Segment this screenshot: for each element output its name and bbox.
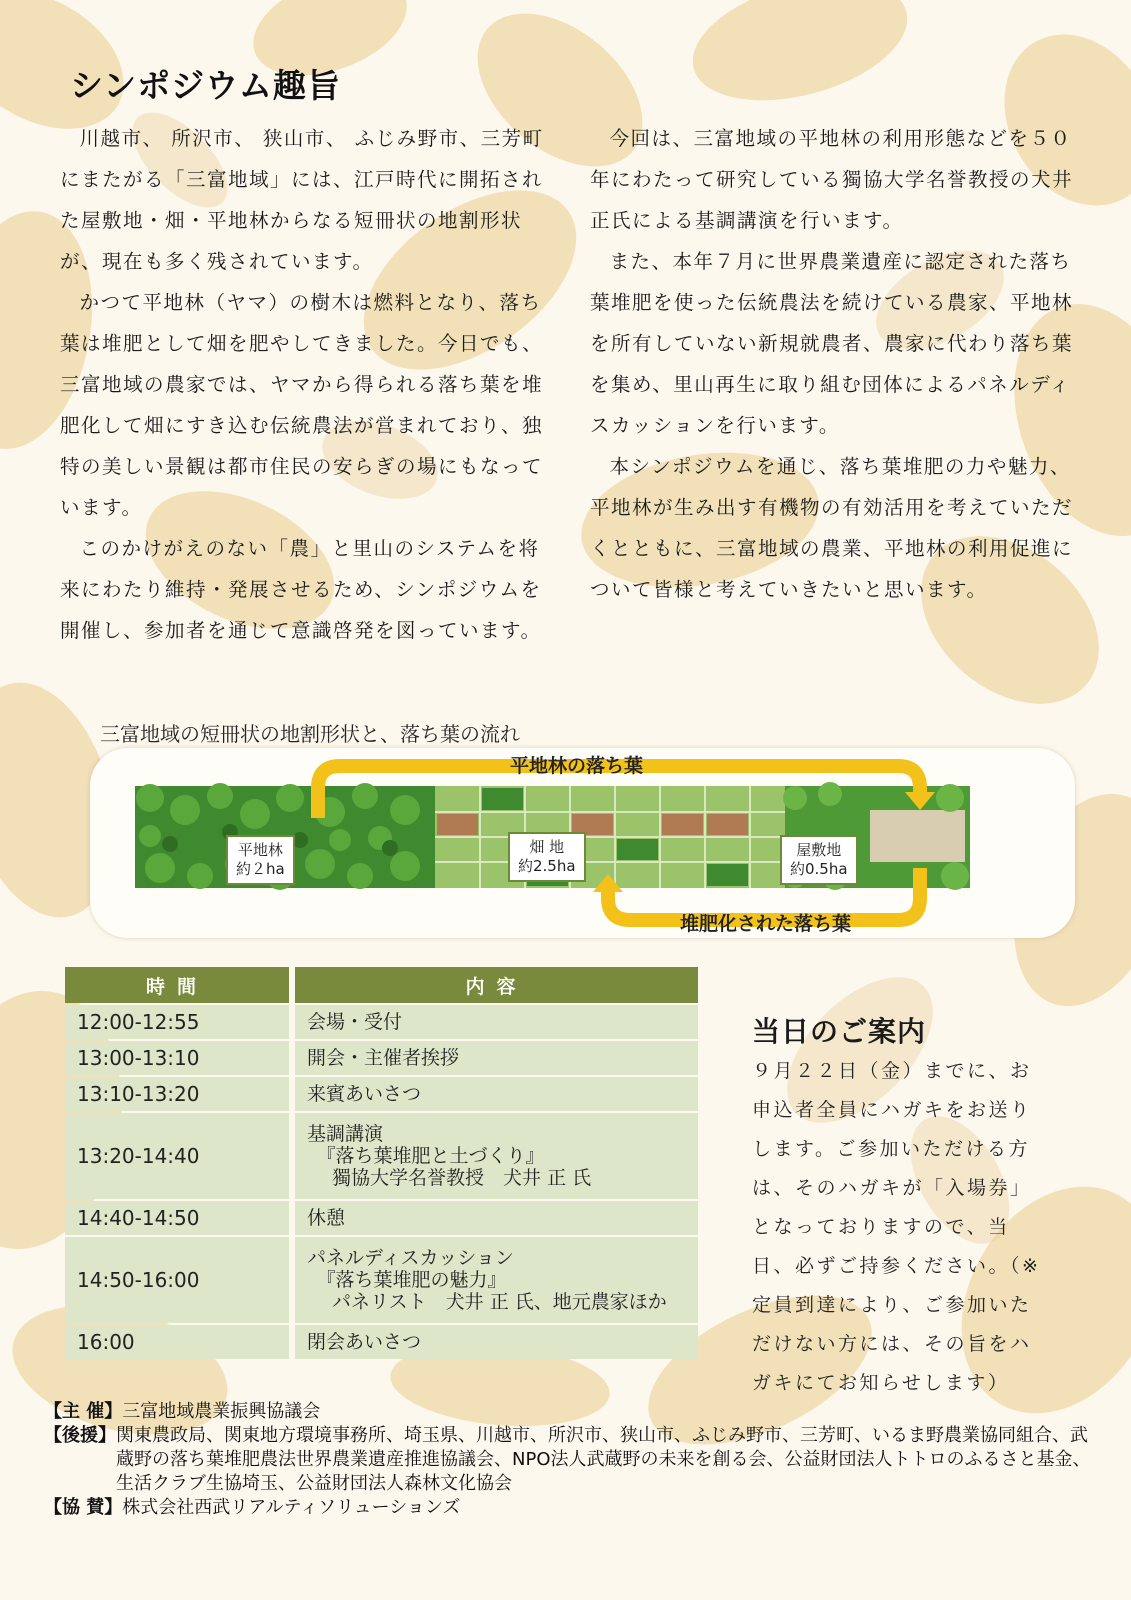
paragraph: かつて平地林（ヤマ）の樹木は燃料となり、落ち葉は堆肥として畑を肥やしてきました。今日でも、三富地域の農家では、ヤマから得られる落ち葉を堆肥化して畑にすき込む伝統農法が営まれており、独特の美しい景観は都市住民の安らぎの場にもなっています。 bbox=[60, 291, 544, 519]
paragraph: また、本年７月に世界農業遺産に認定された落ち葉堆肥を使った伝統農法を続けている農家、平地林を所有していない新規就農者、農家に代わり落ち葉を集め、里山再生に取り組む団体によるパネルディスカッションを行います。 bbox=[590, 250, 1074, 437]
content-line: 閉会あいさつ bbox=[307, 1331, 422, 1353]
credit-value: 株式会社西武リアルティソリューションズ bbox=[122, 1497, 461, 1518]
notice-title: 当日のご案内 bbox=[752, 1015, 927, 1048]
field-label-box bbox=[508, 832, 586, 882]
credits-section bbox=[44, 1400, 1094, 1520]
bottom-arrow-label: 堆肥化された落ち葉 bbox=[680, 913, 852, 935]
credit-key: 【後援】 bbox=[44, 1425, 116, 1446]
table-row bbox=[65, 1113, 698, 1199]
credit-value: 関東農政局、関東地方環境事務所、埼玉県、川越市、所沢市、狭山市、ふじみ野市、三芳町、いるま野農業協同組合、武蔵野の落ち葉堆肥農法世界農業遺産推進協議会、NPO法人武蔵野の未来を創る会、公益財団法人トトロのふるさと基金、生活クラブ生協埼玉、公益財団法人森林文化協会 bbox=[116, 1425, 1091, 1494]
content-line: 獨協大学名誉教授 犬井 正 氏 bbox=[307, 1167, 592, 1189]
time-cell: 14:40-14:50 bbox=[65, 1201, 289, 1235]
content-line: 基調講演 bbox=[307, 1123, 384, 1145]
content-cell bbox=[295, 1237, 698, 1323]
schedule-table bbox=[65, 965, 698, 1361]
paragraph: このかけがえのない「農」と里山のシステムを将来にわたり維持・発展させるため、シンポジウムを開催し、参加者を通じて意識啓発を図っています。 bbox=[60, 537, 542, 642]
table-row bbox=[65, 1077, 698, 1111]
credit-supporters bbox=[44, 1424, 1094, 1496]
content-cell bbox=[295, 1077, 698, 1111]
header-time: 時間 bbox=[65, 967, 289, 1003]
forest-label: 平地林 bbox=[237, 841, 283, 859]
paragraph: 本シンポジウムを通じ、落ち葉堆肥の力や魅力、平地林が生み出す有機物の有効活用を考えていただくとともに、三富地域の農業、平地林の利用促進について皆様と考えていきたいと思います。 bbox=[590, 455, 1074, 601]
content-line: 来賓あいさつ bbox=[307, 1083, 422, 1105]
house-label-box bbox=[780, 835, 858, 885]
time-cell: 14:50-16:00 bbox=[65, 1237, 289, 1323]
paragraph: 今回は、三富地域の平地林の利用形態などを５０年にわたって研究している獨協大学名誉教授の犬井正氏による基調講演を行います。 bbox=[590, 127, 1074, 232]
field-label: 畑 地 bbox=[529, 838, 565, 856]
time-cell: 13:20-14:40 bbox=[65, 1113, 289, 1199]
purpose-left-column bbox=[60, 118, 545, 651]
table-row bbox=[65, 1005, 698, 1039]
notice-body: ９月２２日（金）までに、お申込者全員にハガキをお送りします。ご参加いただける方は、そのハガキが「入場券」となっておりますので、当日、必ずご持参ください。（※定員到達により、ご参加いただけない方には、その旨をハガキにてお知らせします） bbox=[752, 1060, 1041, 1394]
content-cell bbox=[295, 1325, 698, 1359]
house-area: 約0.5ha bbox=[790, 860, 848, 878]
credit-key: 【協 賛】 bbox=[44, 1497, 123, 1518]
credit-key: 【主 催】 bbox=[44, 1401, 123, 1422]
content-line: 『落ち葉堆肥と土づくり』 bbox=[307, 1145, 545, 1167]
top-arrow-label: 平地林の落ち葉 bbox=[510, 755, 644, 777]
table-row bbox=[65, 1201, 698, 1235]
credit-sponsor bbox=[44, 1496, 1094, 1520]
diagram-caption: 三富地域の短冊状の地割形状と、落ち葉の流れ bbox=[100, 722, 520, 746]
time-cell: 12:00-12:55 bbox=[65, 1005, 289, 1039]
content-cell bbox=[295, 1005, 698, 1039]
table-row bbox=[65, 1325, 698, 1359]
time-cell: 13:00-13:10 bbox=[65, 1041, 289, 1075]
table-row bbox=[65, 1237, 698, 1323]
content-line: 『落ち葉堆肥の魅力』 bbox=[307, 1269, 507, 1291]
forest-label-box bbox=[226, 835, 295, 885]
field-area: 約2.5ha bbox=[518, 857, 576, 875]
content-line: 休憩 bbox=[307, 1207, 346, 1229]
header-content: 内容 bbox=[295, 967, 698, 1003]
time-cell: 13:10-13:20 bbox=[65, 1077, 289, 1111]
content-cell bbox=[295, 1113, 698, 1199]
content-line: パネルディスカッション bbox=[307, 1247, 514, 1269]
credit-value: 三富地域農業振興協議会 bbox=[122, 1401, 321, 1422]
table-row bbox=[65, 1041, 698, 1075]
content-cell bbox=[295, 1041, 698, 1075]
paragraph: 川越市、 所沢市、 狭山市、 ふじみ野市、三芳町にまたがる「三富地域」には、江戸時代に開拓された屋敷地・畑・平地林からなる短冊状の地割形状が、現在も多く残されています。 bbox=[60, 127, 544, 273]
content-line: 開会・主催者挨拶 bbox=[307, 1047, 460, 1069]
content-line: 会場・受付 bbox=[307, 1011, 403, 1033]
time-cell: 16:00 bbox=[65, 1325, 289, 1359]
house-label: 屋敷地 bbox=[796, 841, 842, 859]
forest-area: 約２ha bbox=[236, 860, 285, 878]
credit-organizer bbox=[44, 1400, 1094, 1424]
purpose-right-column bbox=[590, 118, 1090, 610]
content-line: パネリスト 犬井 正 氏、地元農家ほか bbox=[307, 1291, 667, 1313]
page-title: シンポジウム趣旨 bbox=[70, 66, 341, 105]
content-cell bbox=[295, 1201, 698, 1235]
